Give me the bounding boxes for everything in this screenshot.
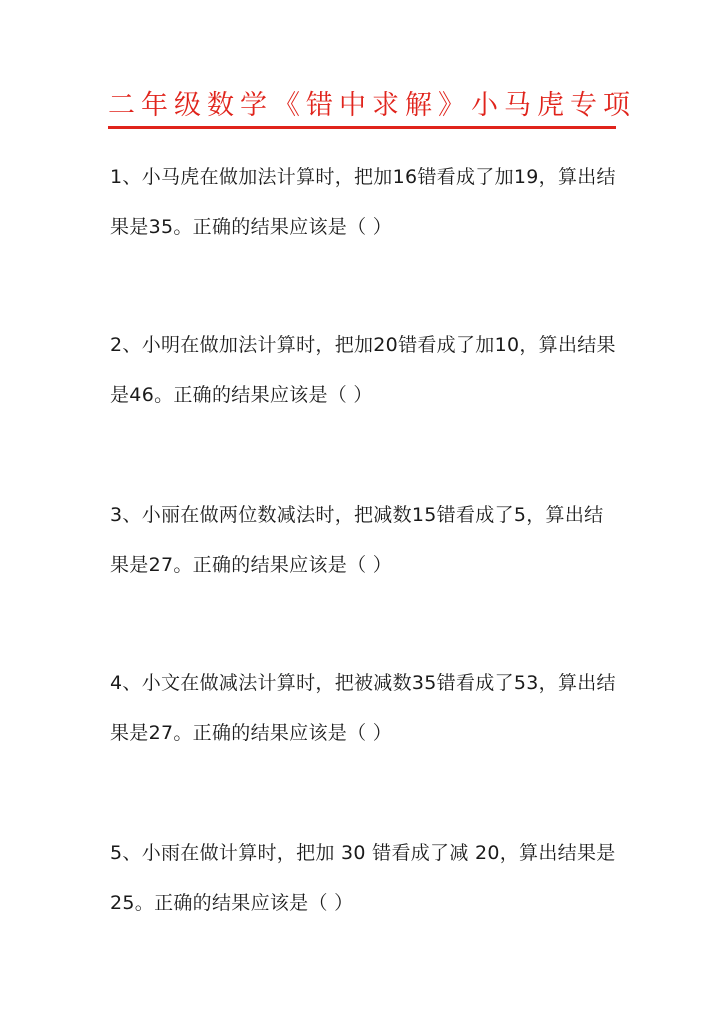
question-text-line-1: 3、小丽在做两位数减法时，把减数15错看成了5，算出结 xyxy=(110,504,604,526)
question-text-line-1: 2、小明在做加法计算时，把加20错看成了加10，算出结果 xyxy=(110,334,616,356)
question-text-line-2: 25。正确的结果应该是（ ） xyxy=(110,892,354,914)
question-text-line-1: 5、小雨在做计算时，把加 30 错看成了减 20，算出结果是 xyxy=(110,842,616,864)
question-item xyxy=(110,658,620,758)
question-item xyxy=(110,320,620,420)
question-text-line-1: 4、小文在做减法计算时，把被减数35错看成了53，算出结 xyxy=(110,672,616,694)
question-text-line-2: 果是35。正确的结果应该是（ ） xyxy=(110,216,393,238)
question-text-line-1: 1、小马虎在做加法计算时，把加16错看成了加19，算出结 xyxy=(110,166,616,188)
question-text-line-2: 果是27。正确的结果应该是（ ） xyxy=(110,722,393,744)
question-item xyxy=(110,828,620,928)
question-text-line-2: 是46。正确的结果应该是（ ） xyxy=(110,384,373,406)
question-item xyxy=(110,490,620,590)
question-text-line-2: 果是27。正确的结果应该是（ ） xyxy=(110,554,393,576)
page-title: 二年级数学《错中求解》小马虎专项 xyxy=(108,90,636,121)
question-item xyxy=(110,152,620,252)
title-underline xyxy=(108,126,616,129)
